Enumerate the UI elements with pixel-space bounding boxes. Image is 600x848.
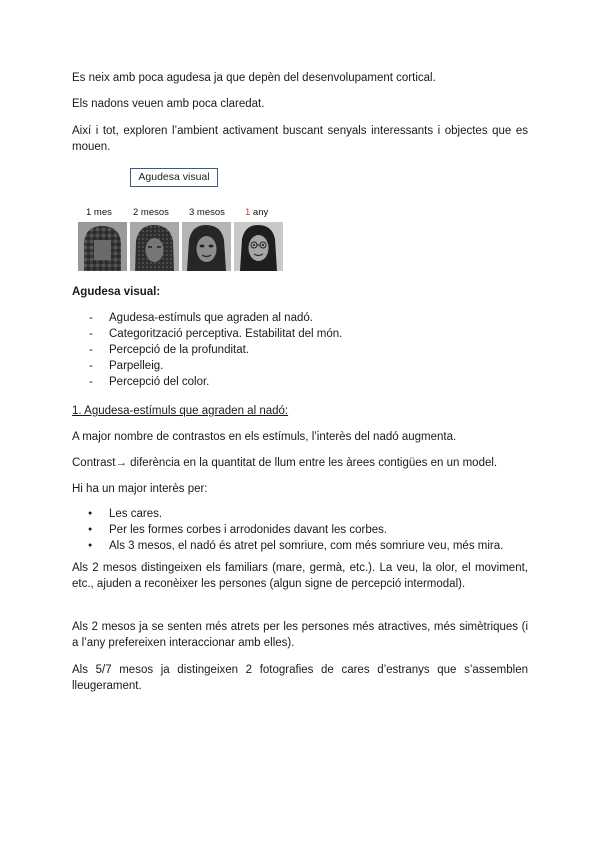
face-image-1-year: [234, 222, 283, 271]
face-label-1-month: 1 mes: [86, 207, 112, 218]
sub-paragraph-4: Als 2 mesos distingeixen els familiars (mare, germà, etc.). La veu, la olor, el moviment, etc., ajuden a reconèixer les persones (algun signe de percepció intermodal).: [72, 562, 528, 590]
list-item: ● Als 3 mesos, el nadó és atret pel somriure, com més somriure veu, més mira.: [72, 538, 528, 554]
sub-paragraph-1: A major nombre de contrastos en els estímuls, l’interès del nadó augmenta.: [72, 431, 457, 443]
sub-paragraph-2: Contrast→ diferència en la quantitat de llum entre les àrees contigües en un model.: [72, 457, 498, 469]
list-item: - Parpelleig.: [72, 358, 528, 374]
list-item: ● Per les formes corbes i arrodonides davant les corbes.: [72, 522, 528, 538]
list-item: - Percepció del color.: [72, 374, 528, 390]
face-image-1-month: [78, 222, 127, 271]
sub-paragraph-3: Hi ha un major interès per:: [72, 483, 208, 495]
acuity-face-strip: [78, 207, 288, 271]
list-item: - Percepció de la profunditat.: [72, 342, 528, 358]
interest-list: [72, 506, 528, 554]
section-heading: Agudesa visual:: [72, 286, 161, 298]
agudesa-list: [72, 310, 528, 390]
sub-paragraph-6: Als 5/7 mesos ja distingeixen 2 fotografies de cares d’estranys que s’assemblen lleugerament.: [72, 664, 528, 692]
intro-paragraph-3: Així i tot, exploren l’ambient activament buscant senyals interessants i objectes que es mouen.: [72, 125, 528, 153]
figure-caption: Agudesa visual: [130, 168, 218, 187]
face-image-2-months: [130, 222, 179, 271]
face-label-1-year: 1 any: [245, 207, 269, 218]
list-item: - Agudesa-estímuls que agraden al nadó.: [72, 310, 528, 326]
face-label-3-months: 3 mesos: [189, 207, 225, 218]
intro-paragraph-2: Els nadons veuen amb poca claredat.: [72, 98, 265, 110]
subsection-heading: 1. Agudesa-estímuls que agraden al nadó:: [72, 405, 289, 417]
face-image-3-months: [182, 222, 231, 271]
list-item: - Categorització perceptiva. Estabilitat del món.: [72, 326, 528, 342]
list-item: ● Les cares.: [72, 506, 528, 522]
sub-paragraph-5: Als 2 mesos ja se senten més atrets per les persones més atractives, més simètriques (i a l’any prefereixen interaccionar amb elles).: [72, 621, 528, 649]
face-label-2-months: 2 mesos: [133, 207, 169, 218]
intro-paragraph-1: Es neix amb poca agudesa ja que depèn del desenvolupament cortical.: [72, 72, 436, 84]
